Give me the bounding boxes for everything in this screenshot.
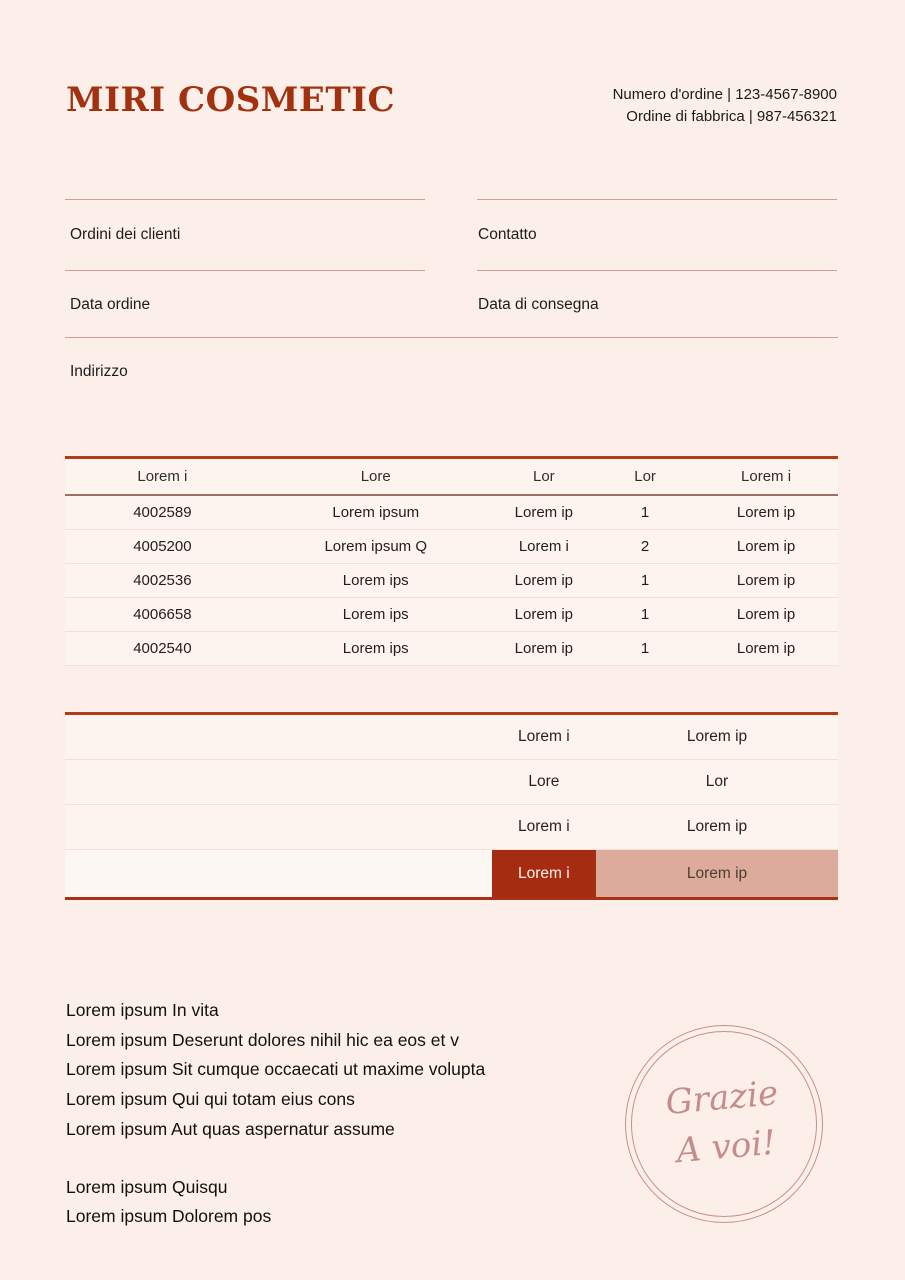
order-date-field-label: Data ordine [70,296,151,313]
totals-spacer [65,715,492,759]
totals-section [65,712,838,900]
note-line: Lorem ipsum Dolorem pos [66,1206,272,1227]
items-table [65,456,838,666]
column-header: Lorem i [137,468,188,485]
notes-paragraph [66,996,485,1145]
column-header: Lor [634,468,656,485]
table-row [65,598,838,632]
note-line: Lorem ipsum In vita [66,1000,219,1020]
stamp-line-1: Grazie [663,1073,780,1123]
order-number: Numero d'ordine | 123-4567-8900 [612,86,837,103]
totals-spacer [65,850,492,897]
totals-row [65,715,838,760]
item-detail-cell: Lorem ip [514,504,574,521]
note-line: Lorem ipsum Quisqu [66,1176,228,1197]
divider [65,199,425,200]
item-name-cell: Lorem ips [342,640,409,657]
item-qty-cell: 1 [640,640,650,657]
totals-label: Lorem i [518,728,570,745]
item-code-cell: 4005200 [133,538,192,555]
totals-spacer [65,805,492,849]
table-row [65,632,838,666]
item-qty-cell: 1 [640,504,650,521]
address-field-label: Indirizzo [70,363,128,380]
item-price-cell: Lorem ip [736,504,796,521]
totals-row [65,805,838,850]
delivery-date-field-label: Data di consegna [478,296,599,313]
item-name-cell: Lorem ips [342,606,409,623]
customer-orders-field-label: Ordini dei clienti [70,226,181,243]
brand-title: MIRI COSMETIC [66,80,396,120]
item-name-cell: Lorem ipsum Q [324,538,427,555]
column-header: Lore [360,468,391,485]
table-row [65,496,838,530]
notes-footer-paragraph [66,1173,485,1232]
totals-value: Lorem ip [686,728,748,745]
divider [65,337,838,338]
item-code-cell: 4002536 [133,572,192,589]
contact-field-label: Contatto [478,226,537,243]
totals-value: Lor [705,773,729,790]
item-detail-cell: Lorem ip [514,572,574,589]
note-line: Lorem ipsum Deserunt dolores nihil hic ea eos et v [66,1029,459,1050]
item-code-cell: 4002589 [133,504,192,521]
item-price-cell: Lorem ip [736,538,796,555]
grand-total-value: Lorem ip [596,850,838,897]
column-header: Lorem i [741,468,792,485]
thank-you-stamp [625,1025,823,1223]
item-code-cell: 4006658 [133,606,192,623]
item-price-cell: Lorem ip [736,606,796,623]
item-price-cell: Lorem ip [736,640,796,657]
table-row [65,530,838,564]
totals-value: Lorem ip [686,818,748,835]
grand-total-label: Lorem i [492,850,596,897]
item-price-cell: Lorem ip [736,572,796,589]
totals-label: Lorem i [518,818,570,835]
totals-spacer [65,760,492,804]
totals-grand-total-row [65,850,838,897]
item-detail-cell: Lorem ip [514,606,574,623]
order-meta [613,84,837,127]
item-name-cell: Lorem ips [342,572,409,589]
divider [65,270,425,271]
note-line: Lorem ipsum Qui qui totam eius cons [66,1089,355,1110]
stamp-line-2: A voi! [674,1122,778,1172]
column-header: Lor [533,468,555,485]
stamp-text [622,1066,826,1181]
item-code-cell: 4002540 [133,640,192,657]
item-qty-cell: 2 [640,538,650,555]
notes-section [66,996,485,1232]
item-detail-cell: Lorem i [518,538,569,555]
note-line: Lorem ipsum Aut quas aspernatur assume [66,1118,395,1139]
totals-label: Lore [528,773,560,790]
item-qty-cell: 1 [640,572,650,589]
divider [477,270,837,271]
totals-row [65,760,838,805]
table-row [65,564,838,598]
factory-order-number: Ordine di fabbrica | 987-456321 [626,107,837,125]
items-table-header-row [65,459,838,496]
item-qty-cell: 1 [640,606,650,623]
item-detail-cell: Lorem ip [514,640,574,657]
note-line: Lorem ipsum Sit cumque occaecati ut maxime volupta [66,1059,486,1080]
divider [477,199,837,200]
item-name-cell: Lorem ipsum [332,504,420,521]
